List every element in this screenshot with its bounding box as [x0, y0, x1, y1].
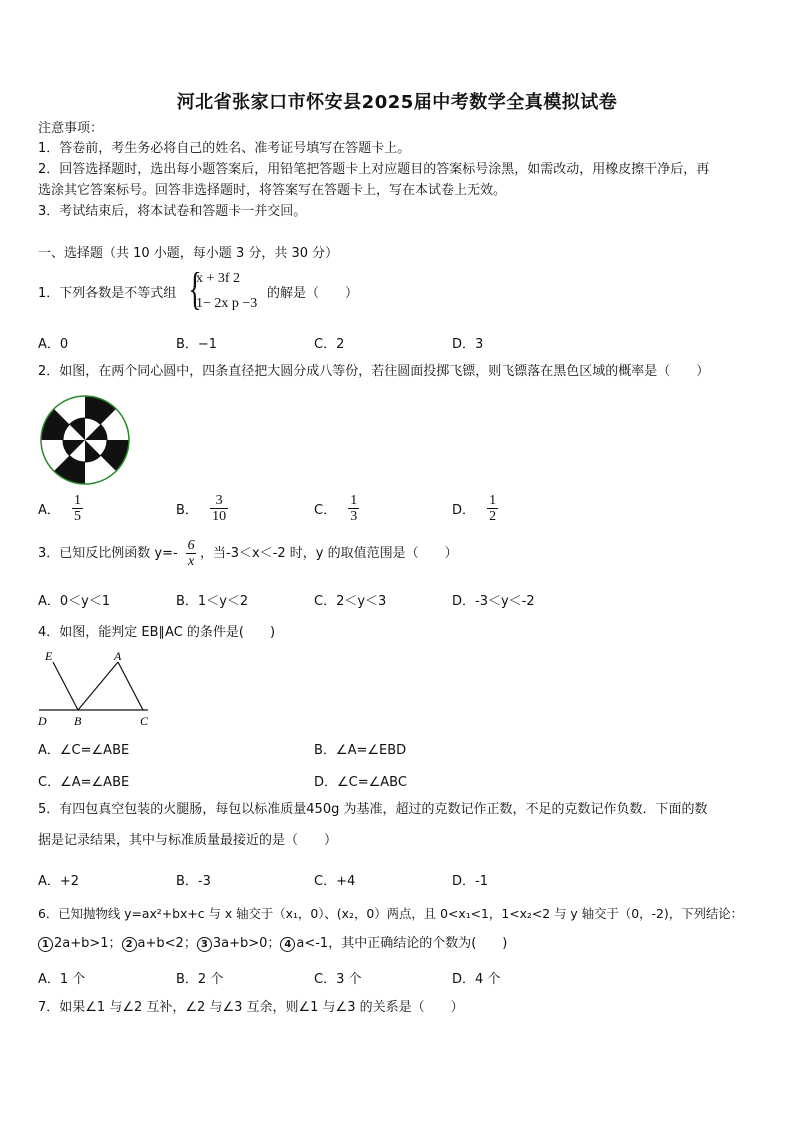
point-label-a: A: [114, 649, 122, 663]
point-label-b: B: [74, 714, 82, 728]
option-c: C．2＜y＜3: [314, 594, 387, 609]
q6-text: 6．已知抛物线 y=ax²+bx+c 与 x 轴交于（x₁，0）、(x₂，0）两点，且 0<x₁<1，1<x₂<2 与 y 轴交于（0，-2)，下列结论：: [38, 906, 744, 921]
option-b: B．1＜y＜2: [176, 594, 249, 609]
notice-item: 2．回答选择题时，选出每小题答案后，用铅笔把答题卡上对应题目的答案标号涂黑，如需改动，用橡皮擦干净后，再: [38, 162, 710, 177]
notice-item: 3．考试结束后，将本试卷和答题卡一并交回。: [38, 204, 307, 219]
q1-inequality-1: x + 3f 2: [196, 271, 241, 286]
option-c: C．+4: [314, 874, 356, 889]
option-a: A．∠C=∠ABE: [38, 743, 130, 758]
option-a: A． $\frac{1}{5}$: [38, 493, 82, 524]
point-label-d: D: [38, 714, 47, 728]
option-b: B． $\frac{3}{10}$: [176, 493, 227, 524]
option-d: D．4 个: [452, 972, 501, 987]
q6-conclusions: 1 2a+b>1； 2 a+b<2； 3 3a+b>0； 4 a<-1，其中正确结论的个数为( ): [38, 936, 507, 952]
option-a: A．0＜y＜1: [38, 594, 111, 609]
option-b: B．-3: [176, 874, 211, 889]
page-title: 河北省张家口市怀安县2025届中考数学全真模拟试卷: [176, 92, 618, 113]
option-c: C．∠A=∠ABE: [38, 775, 130, 790]
option-b: B．−1: [176, 337, 218, 352]
option-c: C．2: [314, 337, 345, 352]
option-d: D．-3＜y＜-2: [452, 594, 535, 609]
option-d: D．-1: [452, 874, 488, 889]
point-label-c: C: [140, 714, 149, 728]
circled-number: 3: [197, 937, 212, 952]
concentric-circles-figure: [40, 395, 130, 485]
geometry-figure: [36, 648, 156, 730]
q3-suffix: ，当-3＜x＜-2 时，y 的取值范围是（ ）: [200, 546, 458, 561]
circled-number: 1: [38, 937, 53, 952]
option-c: C． $\frac{1}{3}$: [314, 493, 358, 524]
notice-item: 1．答卷前，考生务必将自己的姓名、准考证号填写在答题卡上。: [38, 141, 411, 156]
option-c: C．3 个: [314, 972, 362, 987]
q5-text: 5．有四包真空包装的火腿肠，每包以标准质量450g 为基准，超过的克数记作正数，不足的克数记作负数．下面的数: [38, 802, 708, 817]
option-d: D． $\frac{1}{2}$: [452, 493, 497, 524]
q1-suffix: 的解是（ ）: [267, 286, 359, 301]
notice-heading: 注意事项：: [38, 121, 104, 136]
q1-prefix: 1．下列各数是不等式组: [38, 286, 177, 301]
point-label-e: E: [45, 649, 53, 663]
q2-text: 2．如图，在两个同心圆中，四条直径把大圆分成八等份，若往圆面投掷飞镖，则飞镖落在黑色区域的概率是（ ）: [38, 364, 710, 379]
option-d: D．∠C=∠ABC: [314, 775, 407, 790]
circled-number: 2: [122, 937, 137, 952]
brace-icon: {: [188, 263, 202, 314]
option-a: A．+2: [38, 874, 80, 889]
option-d: D．3: [452, 337, 484, 352]
notice-item: 选涂其它答案标号。回答非选择题时，将答案写在答题卡上，写在本试卷上无效。: [38, 183, 507, 198]
circled-number: 4: [280, 937, 295, 952]
q1-inequality-2: 1− 2x p −3: [196, 296, 258, 311]
q7-text: 7．如果∠1 与∠2 互补，∠2 与∠3 互余，则∠1 与∠3 的关系是（ ）: [38, 1000, 464, 1015]
q3-fraction: $\frac{6}{x}$: [187, 538, 195, 569]
q5-text: 据是记录结果，其中与标准质量最接近的是（ ）: [38, 833, 338, 848]
option-a: A．1 个: [38, 972, 86, 987]
option-b: B．2 个: [176, 972, 224, 987]
q4-text: 4．如图，能判定 EB∥AC 的条件是( ): [38, 625, 276, 640]
q3-prefix: 3．已知反比例函数 y=-: [38, 546, 178, 561]
option-a: A．0: [38, 337, 69, 352]
option-b: B．∠A=∠EBD: [314, 743, 407, 758]
section-heading: 一、选择题（共 10 小题，每小题 3 分，共 30 分）: [38, 246, 339, 261]
